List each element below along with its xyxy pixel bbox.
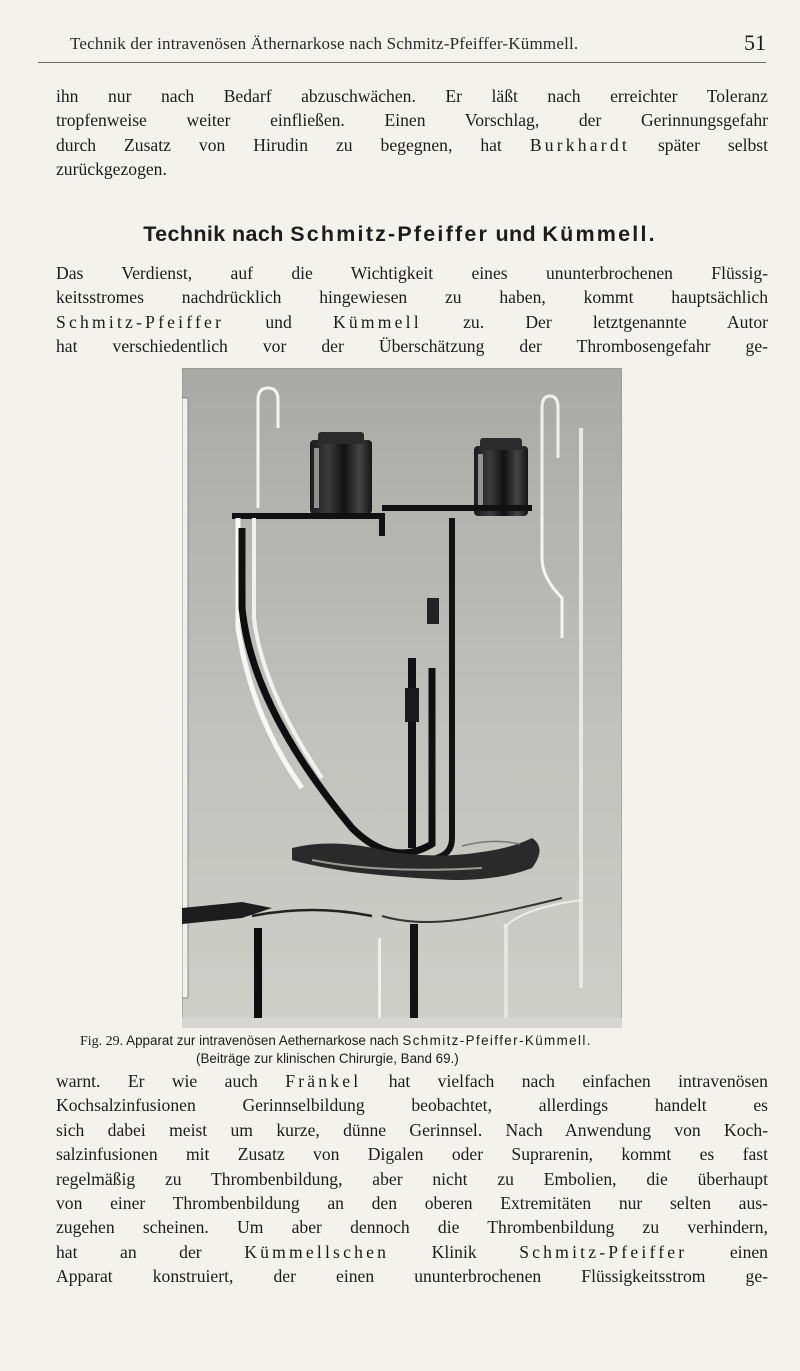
section-heading — [0, 222, 800, 247]
author-schmitz-pfeiffer: Schmitz-Pfeiffer — [56, 311, 225, 332]
caption-line-1 — [80, 1032, 760, 1050]
para3-line-6: von einer Thrombenbildung an den oberen Extremitäten nur selten aus- — [56, 1193, 768, 1214]
para3-line-1a: warnt. Er wie auch — [56, 1071, 258, 1091]
para2-line-3d: zu. Der letztgenannte Autor — [463, 311, 769, 332]
page-number: 51 — [744, 30, 766, 55]
header-rule — [38, 62, 766, 63]
running-head — [0, 30, 800, 66]
figure-label: Fig. 29. — [80, 1034, 124, 1049]
intro-line-4: zurückgezogen. — [56, 159, 167, 180]
caption-source: (Beiträge zur klinischen Chirurgie, Band 69.) — [196, 1051, 459, 1066]
para2-line-2: keitsstromes nachdrücklich hingewiesen zu haben, kommt hauptsächlich — [56, 287, 768, 308]
para2-line-3b: und — [265, 311, 292, 332]
intro-line-1: ihn nur nach Bedarf abzuschwächen. Er läßt nach erreichter Toleranz — [56, 86, 768, 106]
para3-line-1 — [56, 1069, 768, 1093]
para3-line-7: zugehen scheinen. Um aber dennoch die Thrombenbildung zu verhindern, — [56, 1217, 768, 1238]
heading-part-4: Kümmell. — [542, 222, 657, 246]
running-title: Technik der intravenösen Äthernarkose nach Schmitz-Pfeiffer-Kümmell. — [70, 34, 579, 53]
author-schmitz-pfeiffer-2: Schmitz-Pfeiffer — [519, 1241, 688, 1262]
figure-caption — [80, 1032, 760, 1067]
para3-line-8a: hat an der — [56, 1241, 202, 1262]
apparatus-photograph — [182, 368, 622, 1028]
para3-line-4: salzinfusionen mit Zusatz von Digalen oder Suprarenin, kommt es fast — [56, 1144, 768, 1165]
author-fraenkel: Fränkel — [285, 1071, 362, 1091]
heading-part-3: und — [495, 222, 537, 246]
intro-paragraph — [56, 84, 768, 182]
para3-line-8e: einen — [729, 1241, 768, 1262]
para3-line-2: Kochsalzinfusionen Gerinnselbildung beobachtet, allerdings handelt es — [56, 1095, 768, 1116]
para3-line-3: sich dabei meist um kurze, dünne Gerinnsel. Nach Anwendung von Koch- — [56, 1119, 768, 1140]
intro-line-3c: später selbst — [657, 134, 768, 155]
caption-text-b: Schmitz-Pfeiffer-Kümmell. — [402, 1033, 592, 1048]
para3-line-9: Apparat konstruiert, der einen ununterbrochenen Flüssigkeitsstrom ge- — [56, 1266, 768, 1287]
para2-line-4: hat verschiedentlich vor der Überschätzung der Thrombosengefahr ge- — [56, 336, 768, 357]
heading-part-1: Technik nach — [143, 222, 284, 246]
author-kuemmell: Kümmell — [333, 311, 422, 332]
second-paragraph — [56, 261, 768, 359]
intro-line-3a: durch Zusatz von Hirudin zu begegnen, hat — [56, 134, 502, 155]
caption-text-a: Apparat zur intravenösen Aethernarkose nach — [126, 1033, 399, 1048]
para3-line-1c: hat vielfach nach einfachen intravenösen — [388, 1071, 768, 1091]
intro-line-2: tropfenweise weiter einfließen. Einen Vorschlag, der Gerinnungsgefahr — [56, 110, 768, 131]
third-paragraph — [56, 1069, 768, 1289]
para3-line-8c: Klinik — [431, 1241, 477, 1262]
para2-line-3 — [56, 310, 768, 334]
intro-line-3 — [56, 133, 768, 157]
para3-line-5: regelmäßig zu Thrombenbildung, aber nicht zu Embolien, die überhaupt — [56, 1168, 768, 1189]
heading-part-2: Schmitz-Pfeiffer — [290, 222, 490, 246]
author-kuemmellschen: Kümmellschen — [244, 1241, 390, 1262]
author-burkhardt: Burkhardt — [529, 134, 630, 155]
para3-line-8 — [56, 1240, 768, 1264]
para2-line-1: Das Verdienst, auf die Wichtigkeit eines ununterbrochenen Flüssig- — [56, 263, 768, 283]
